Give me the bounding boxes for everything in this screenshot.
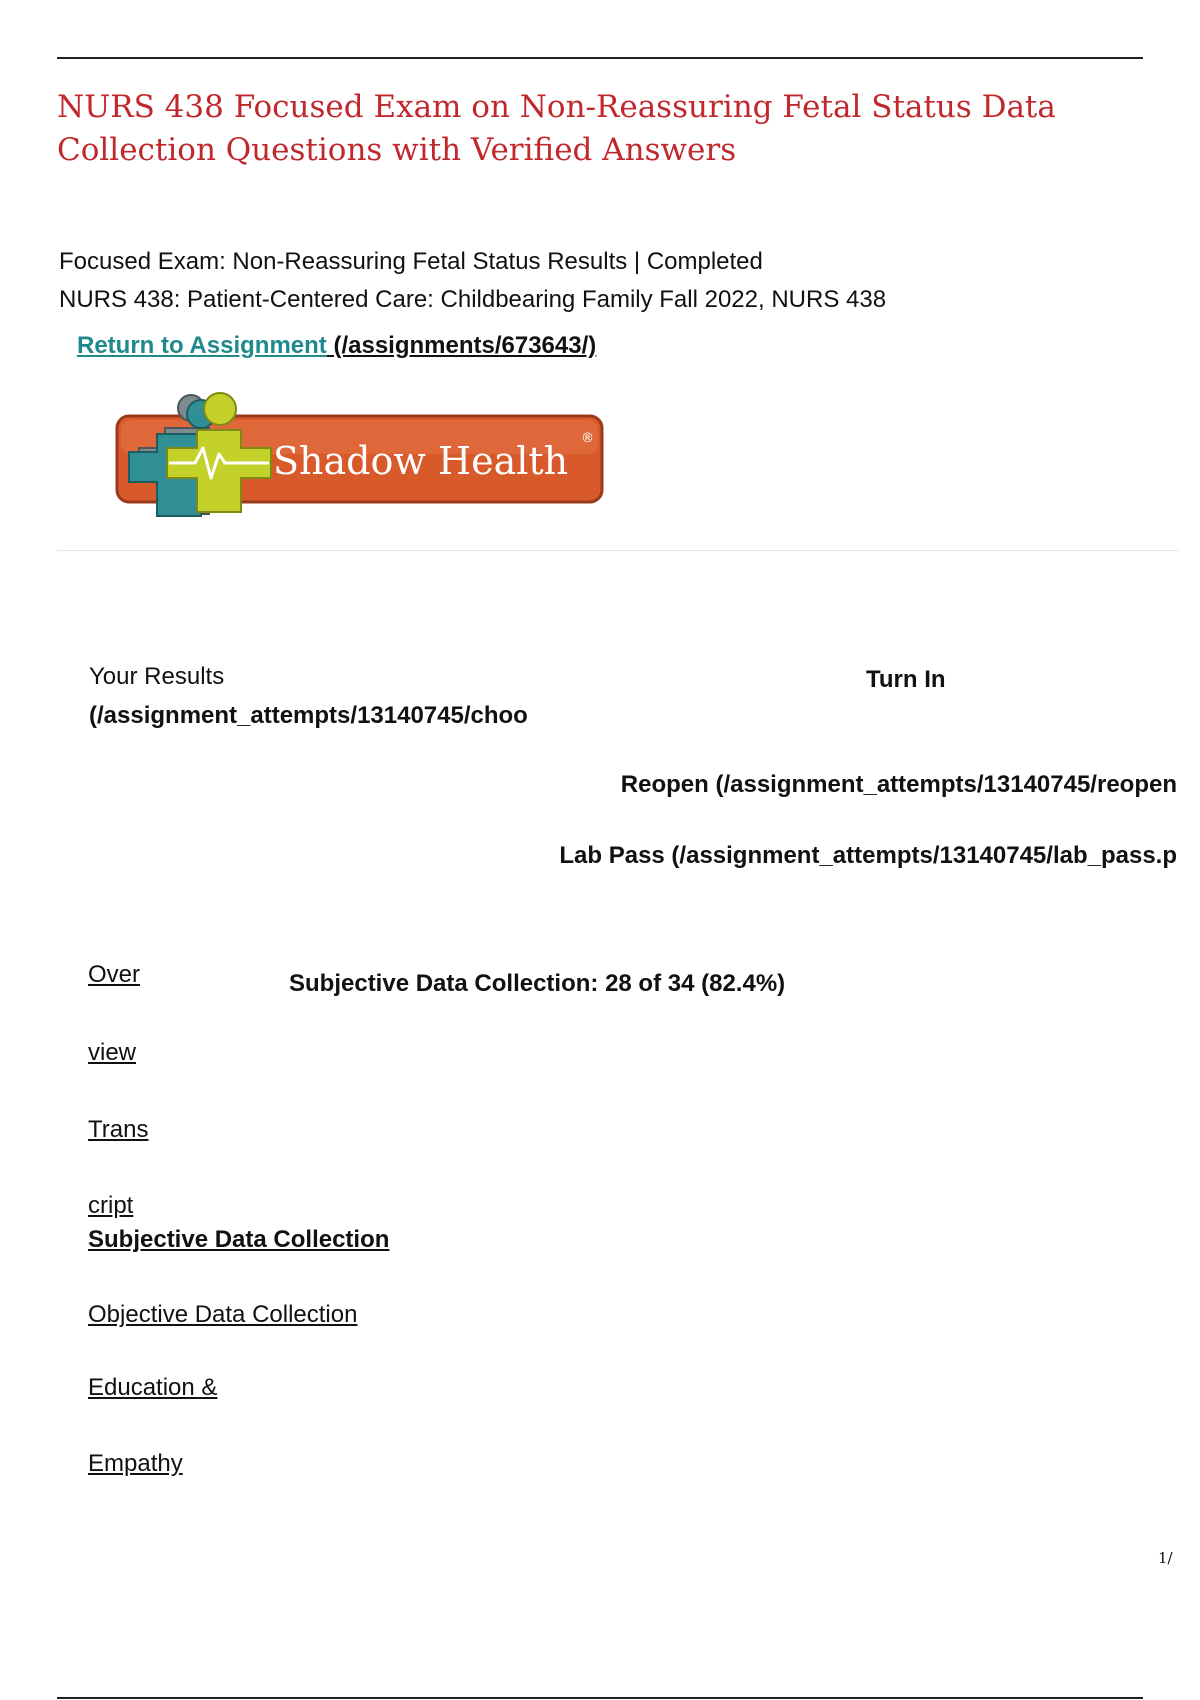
nav-overview-part-2[interactable]: view [88,1039,137,1066]
nav-transcript-part-2[interactable]: cript [88,1192,134,1219]
return-to-assignment-path[interactable]: (/assignments/673643/) [326,332,597,359]
course-line: NURS 438: Patient-Centered Care: Childbearing Family Fall 2022, NURS 438 [59,286,887,313]
return-to-assignment [77,331,596,361]
lab-pass-link[interactable]: Lab Pass (/assignment_attempts/13140745/lab_pass.p [559,842,1177,869]
exam-status-line: Focused Exam: Non-Reassuring Fetal Status Results | Completed [59,248,763,275]
logo-brand-text: Shadow Health [273,439,569,483]
logo-registered-mark: ® [581,431,594,446]
your-results-link[interactable]: Your Results [89,663,225,690]
bottom-rule [57,1697,1143,1699]
return-to-assignment-link[interactable]: Return to Assignment [77,332,327,359]
nav-education-empathy-part-1[interactable]: Education & [88,1374,218,1401]
nav-subjective-data-collection[interactable]: Subjective Data Collection [88,1226,390,1253]
nav-transcript-part-1[interactable]: Trans [88,1116,149,1143]
page-number: 1/ [1158,1549,1173,1567]
nav-education-empathy-part-2[interactable]: Empathy [88,1450,183,1477]
subjective-score: Subjective Data Collection: 28 of 34 (82.4%) [289,970,786,997]
shadow-health-logo [113,392,606,522]
turn-in-button[interactable]: Turn In [866,666,946,693]
your-results-path[interactable]: (/assignment_attempts/13140745/choo [89,702,528,729]
section-divider [57,550,1179,551]
nav-overview-part-1[interactable]: Over [88,961,141,988]
document-title: NURS 438 Focused Exam on Non-Reassuring Fetal Status Data Collection Questions with Verified Answers [57,89,1056,168]
reopen-link[interactable]: Reopen (/assignment_attempts/13140745/reopen [620,771,1177,798]
nav-objective-data-collection[interactable]: Objective Data Collection [88,1301,358,1328]
top-rule [57,57,1143,59]
